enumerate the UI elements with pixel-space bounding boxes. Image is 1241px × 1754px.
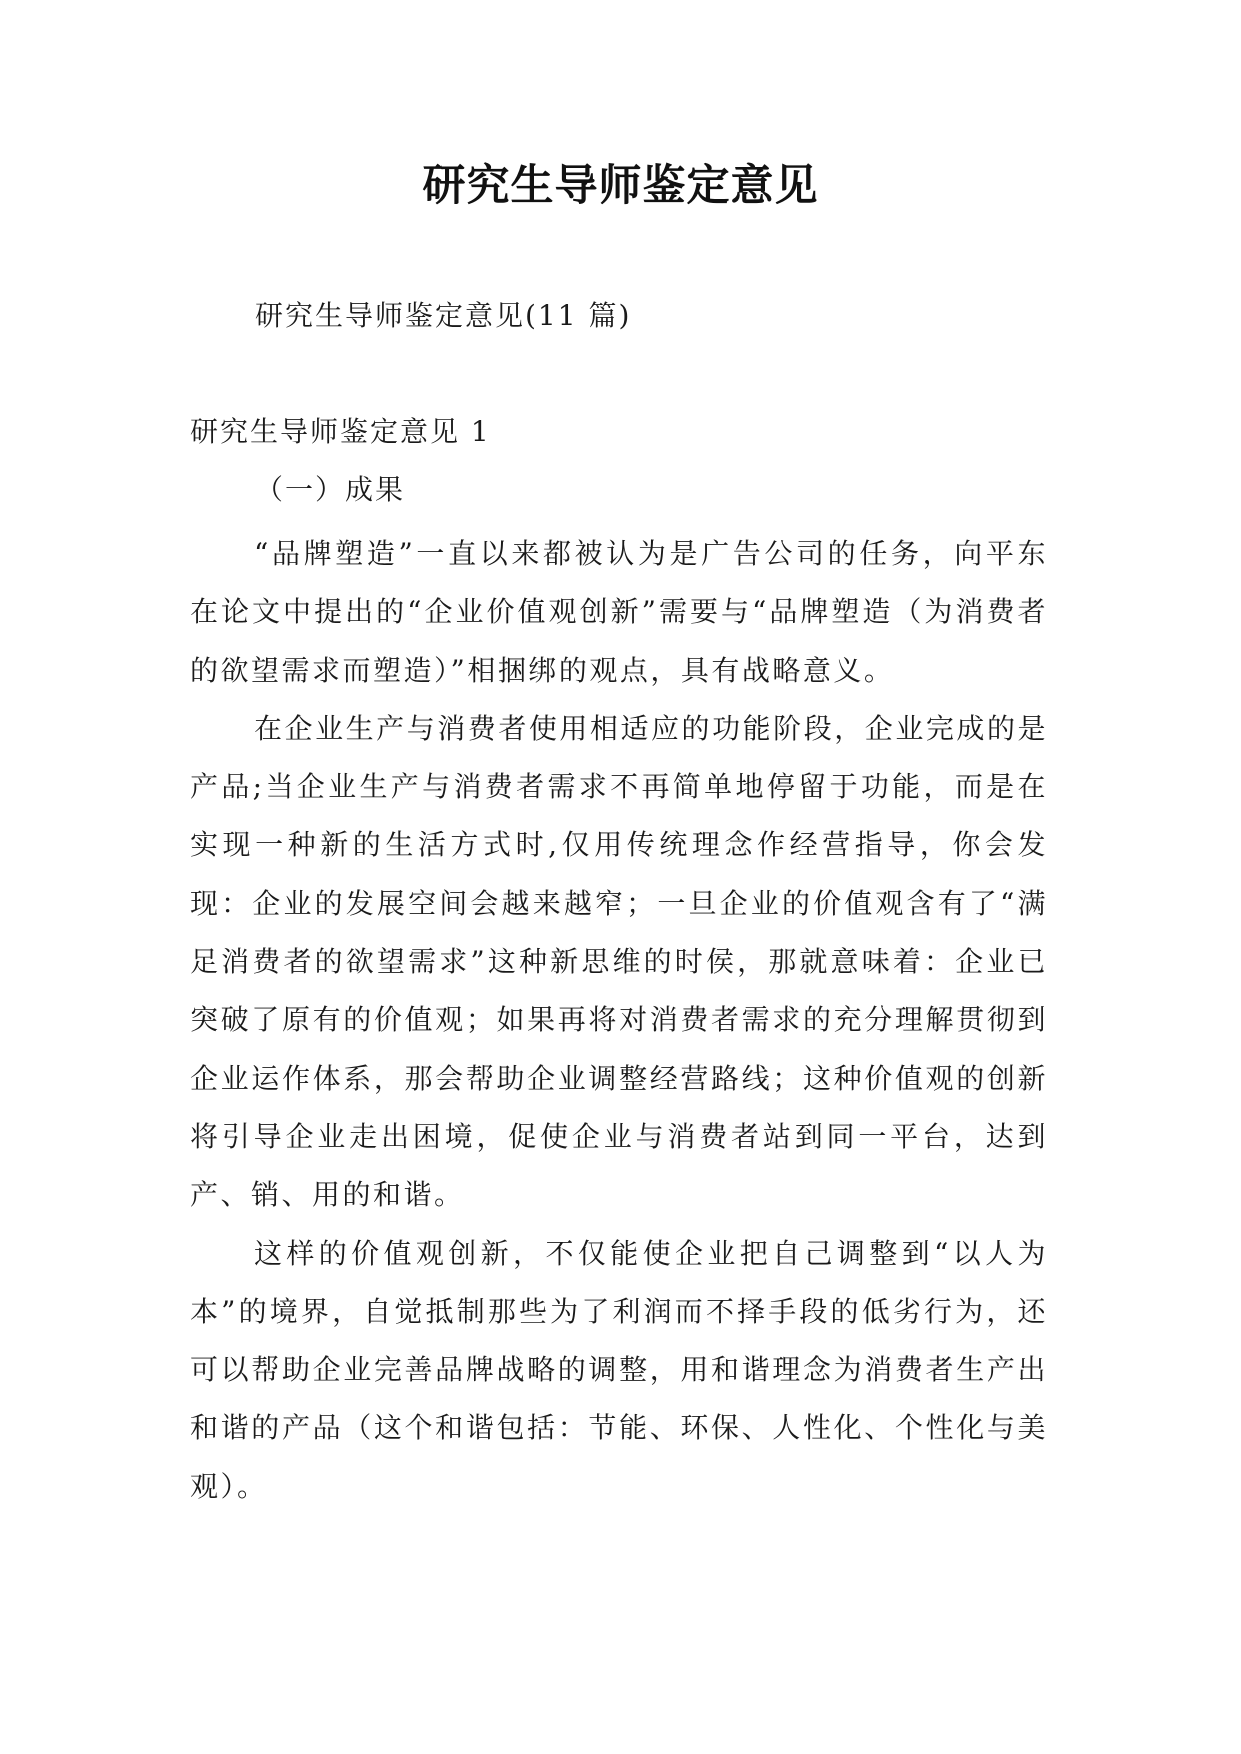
section-heading: 研究生导师鉴定意见 1 xyxy=(190,415,491,448)
document-body xyxy=(190,525,1048,1516)
paragraph-3: 这样的价值观创新，不仅能使企业把自己调整到“以人为本”的境界，自觉抵制那些为了利润而不择手段的低劣行为，还可以帮助企业完善品牌战略的调整，用和谐理念为消费者生产出和谐的产品（这个和谐包括：节能、环保、人性化、个性化与美观）。 xyxy=(190,1236,1048,1503)
paragraph-2: 在企业生产与消费者使用相适应的功能阶段，企业完成的是产品;当企业生产与消费者需求不再简单地停留于功能，而是在实现一种新的生活方式时,仅用传统理念作经营指导，你会发现：企业的发展空间会越来越窄；一旦企业的价值观含有了“满足消费者的欲望需求”这种新思维的时侯，那就意味着：企业已突破了原有的价值观；如果再将对消费者需求的充分理解贯彻到企业运作体系，那会帮助企业调整经营路线；这种价值观的创新将引导企业走出困境，促使企业与消费者站到同一平台，达到产、销、用的和谐。 xyxy=(190,711,1048,1212)
document-title: 研究生导师鉴定意见 xyxy=(422,161,819,211)
document-subtitle: 研究生导师鉴定意见(11 篇) xyxy=(255,299,632,332)
sub-heading: （一）成果 xyxy=(255,473,406,506)
paragraph-1: “品牌塑造”一直以来都被认为是广告公司的任务，向平东在论文中提出的“企业价值观创新”需要与“品牌塑造（为消费者的欲望需求而塑造）”相捆绑的观点，具有战略意义。 xyxy=(190,537,1048,687)
